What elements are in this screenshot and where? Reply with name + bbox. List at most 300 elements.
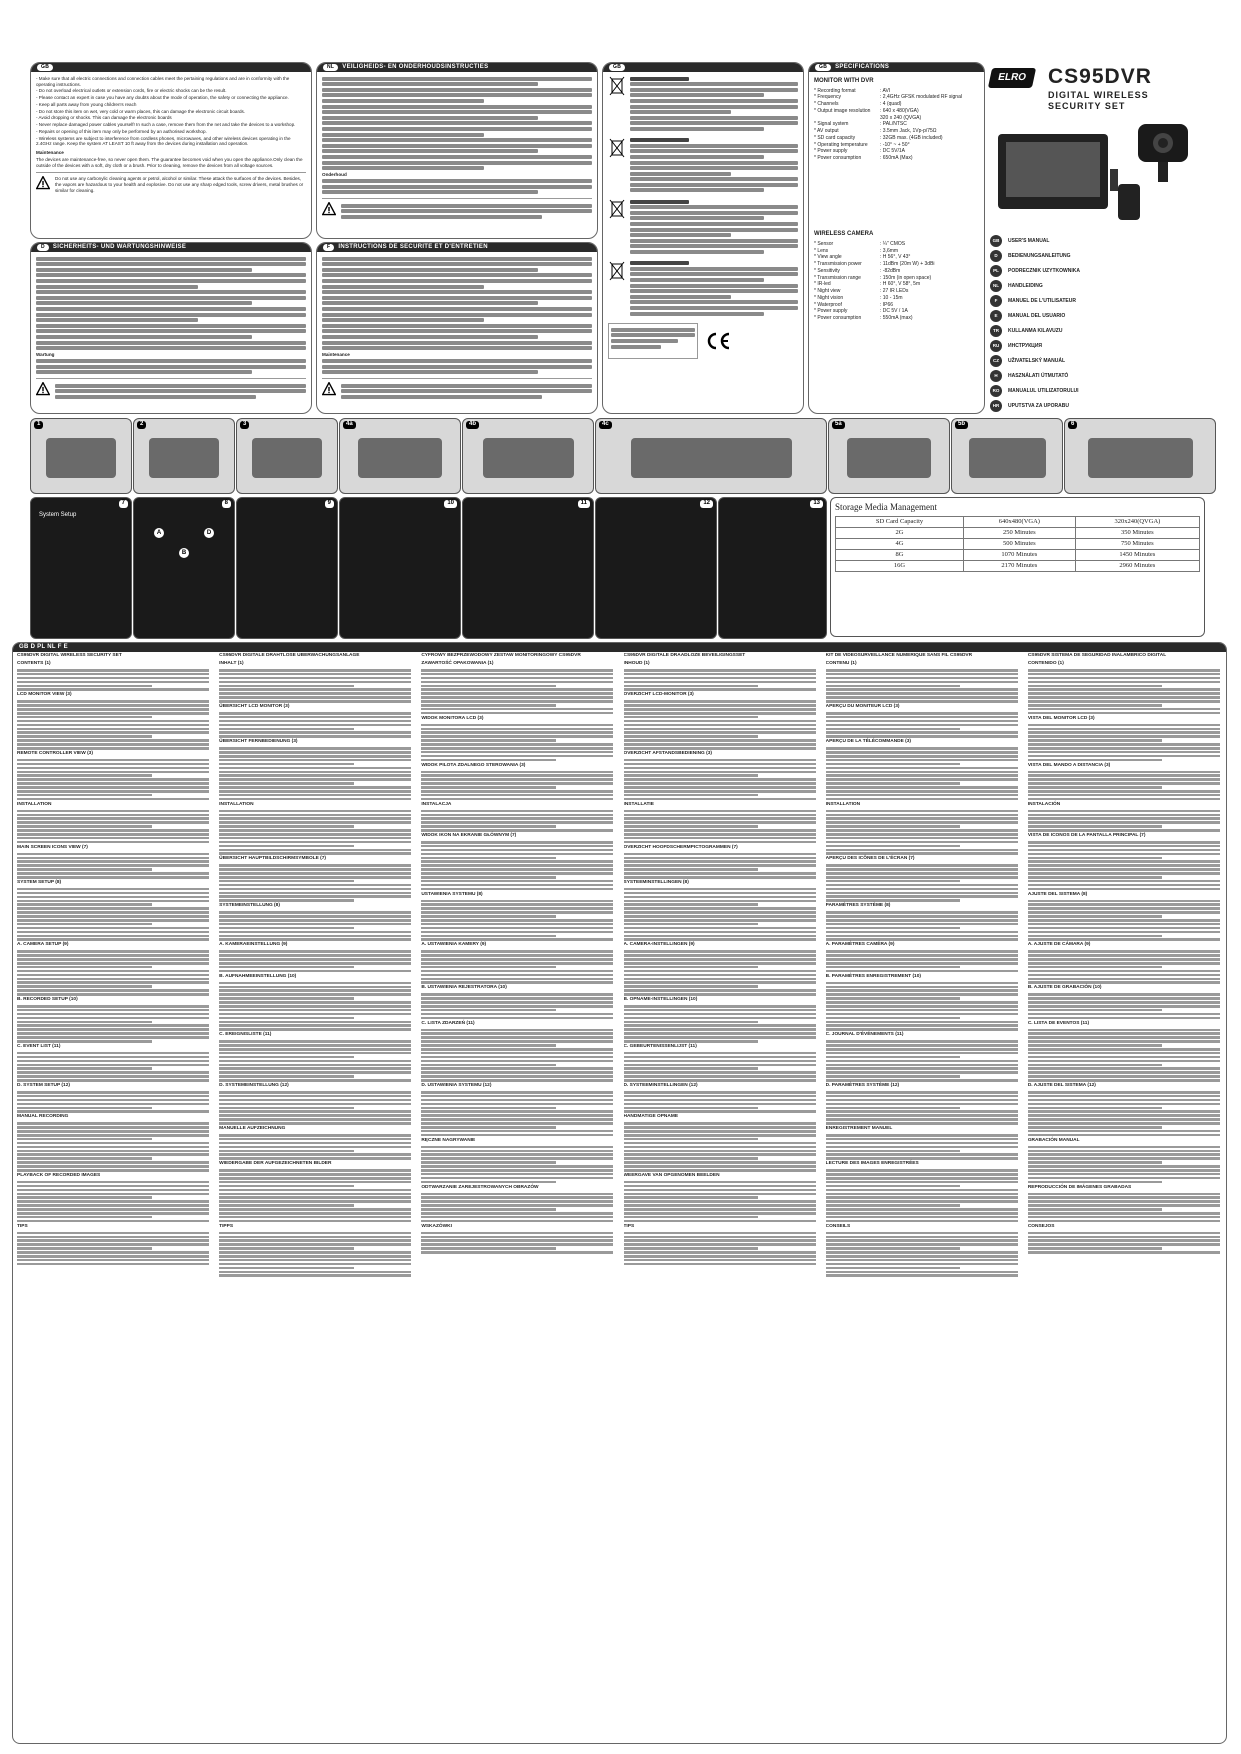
text-line [624, 1181, 816, 1184]
storage-cell: 350 Minutes [1075, 528, 1199, 539]
figure-4c [595, 418, 827, 494]
text-line [421, 1079, 613, 1082]
text-line [826, 938, 1018, 941]
spec-row [814, 142, 979, 148]
gb-safety-panel [30, 62, 312, 239]
text-line [421, 981, 613, 984]
text-line [219, 1146, 411, 1149]
text-line [826, 1095, 1018, 1098]
text-line [1028, 1208, 1163, 1211]
text-line [826, 724, 1018, 727]
text-line [17, 1052, 209, 1055]
text-line [17, 1091, 209, 1094]
spec-key: * Night view [814, 288, 841, 294]
text-line [421, 825, 556, 828]
spec-value: : H 56°, V 43° [880, 254, 911, 261]
weee-block [608, 137, 798, 195]
text-line [826, 962, 1018, 965]
text-line [1028, 1247, 1163, 1250]
text-line [826, 1153, 1018, 1156]
text-line [1028, 681, 1220, 684]
manual-section-heading: WEERGAVE VAN OPGENOMEN BEELDEN [623, 1172, 720, 1178]
text-line [219, 786, 411, 789]
text-line [1028, 1181, 1163, 1184]
text-line [219, 852, 411, 855]
text-line [826, 1255, 1018, 1258]
text-line [624, 759, 816, 762]
text-line [421, 1243, 613, 1246]
manual-section-heading: MANUELLE AUFZEICHNUNG [219, 1126, 286, 1131]
text-line [421, 927, 613, 930]
text-line [1028, 1036, 1220, 1039]
text-line [826, 849, 1018, 852]
manual-panel [12, 642, 1227, 1744]
text-line [17, 896, 209, 899]
text-line [421, 860, 613, 863]
text-line [826, 966, 961, 969]
text-line [219, 1153, 411, 1156]
text-line [421, 1200, 613, 1203]
text-line [826, 681, 1018, 684]
manual-section-heading: SYSTEMEINSTELLUNG (8) [219, 903, 280, 909]
gb-bullet: - Avoid dropping or shocks. This can damage the electronic boards [36, 115, 172, 121]
text-line [1028, 1134, 1220, 1137]
text-line [1028, 1095, 1220, 1098]
text-line [624, 1193, 816, 1196]
manual-section-heading: A. CAMERA-INSTELLINGEN (9) [623, 942, 695, 948]
gb-maintenance-title: Maintenance [36, 150, 64, 156]
text-line [421, 938, 613, 941]
text-line [826, 837, 1018, 840]
manual-section-heading: A. USTAWIENIA KAMERY (9) [421, 942, 487, 948]
text-line [421, 1075, 613, 1078]
language-label: HANDLEIDING [1008, 282, 1043, 289]
text-line [1028, 685, 1163, 688]
text-line [17, 1208, 209, 1211]
text-line [624, 1032, 816, 1035]
text-line [624, 966, 759, 969]
manual-column [421, 653, 613, 1740]
text-line [826, 1060, 1018, 1063]
storage-header-cell: 640x480(VGA) [964, 517, 1076, 528]
text-line [826, 817, 1018, 820]
spec-row [814, 248, 979, 254]
text-line [624, 817, 816, 820]
text-line [219, 700, 411, 703]
text-line [1028, 724, 1220, 727]
text-line [17, 1232, 209, 1235]
text-line [219, 685, 354, 688]
text-line [17, 1189, 209, 1192]
figure-number: 11 [578, 500, 590, 508]
manual-section-heading: OVERZICHT LCD-MONITOR (3) [623, 692, 694, 698]
text-line [624, 778, 816, 781]
text-line [1028, 778, 1220, 781]
language-item [990, 265, 1215, 277]
text-line [1028, 931, 1220, 934]
weee-block [608, 75, 798, 133]
text-line [219, 790, 411, 793]
text-line [1028, 1040, 1220, 1043]
manual-column [17, 653, 209, 1740]
text-line [17, 817, 209, 820]
text-line [1028, 853, 1220, 856]
callout-label: B [179, 548, 189, 558]
spec-row [814, 281, 979, 287]
manual-column-title: CYFROWY BEZPRZEWODOWY ZESTAW MONITORINGOWY CS95DVR [421, 653, 581, 658]
text-line [1028, 1005, 1220, 1008]
spec-row [814, 315, 979, 321]
text-line [17, 1200, 209, 1203]
text-line [17, 782, 209, 785]
text-line [219, 681, 411, 684]
text-line [17, 1021, 152, 1024]
text-line [17, 1146, 209, 1149]
text-line [17, 950, 209, 953]
text-line [826, 1263, 1018, 1266]
text-line [1028, 1044, 1163, 1047]
text-line [624, 876, 816, 879]
text-line [17, 900, 209, 903]
text-line [17, 669, 209, 672]
text-line [17, 1024, 209, 1027]
text-line [826, 1005, 1018, 1008]
text-line [826, 1251, 1018, 1254]
text-line [219, 1142, 411, 1145]
language-code-badge: HR [990, 400, 1002, 412]
storage-cell: 1450 Minutes [1075, 550, 1199, 561]
text-line [826, 1001, 1018, 1004]
storage-header-cell: 320x240(QVGA) [1075, 517, 1199, 528]
weee-panel [602, 62, 804, 414]
text-line [17, 966, 152, 969]
text-line [421, 1001, 613, 1004]
text-line [624, 938, 816, 941]
text-line [624, 1013, 816, 1016]
text-line [421, 1212, 613, 1215]
text-line [17, 786, 209, 789]
spec-key [814, 115, 880, 121]
manual-section-heading: ODTWARZANIE ZAREJESTROWANYCH OBRAZÓW [421, 1184, 539, 1190]
text-line [17, 876, 209, 879]
text-line [219, 1056, 354, 1059]
text-line [421, 1067, 613, 1070]
text-line [219, 962, 411, 965]
text-line [826, 1099, 1018, 1102]
manual-section-heading: USTAWIENIA SYSTEMU (8) [421, 891, 483, 897]
text-line [421, 669, 613, 672]
text-line [17, 1064, 209, 1067]
text-line [624, 1157, 759, 1160]
figure-10 [339, 497, 461, 639]
text-line [219, 728, 354, 731]
text-line [624, 837, 816, 840]
text-line [219, 938, 411, 941]
text-line [624, 981, 816, 984]
text-line [17, 708, 209, 711]
spec-value: : AVI [880, 87, 891, 94]
text-line [421, 857, 556, 860]
text-line [219, 1216, 411, 1219]
text-line [17, 974, 209, 977]
spec-row [814, 302, 979, 308]
text-line [421, 704, 556, 707]
text-line [1028, 868, 1220, 871]
text-line [17, 1028, 209, 1031]
text-line [826, 1267, 961, 1270]
text-line [17, 1181, 209, 1184]
text-line [1028, 1251, 1220, 1254]
spec-row [814, 94, 979, 100]
text-line [219, 982, 411, 985]
manual-section-heading: LECTURE DES IMAGES ENREGISTRÉES [825, 1161, 919, 1167]
text-line [421, 771, 613, 774]
text-line [219, 1259, 411, 1262]
storage-row [836, 550, 1200, 561]
text-line [219, 1243, 411, 1246]
text-line [219, 1009, 411, 1012]
text-line [219, 872, 411, 875]
text-line [624, 896, 816, 899]
manual-section-heading: B. USTAWIENIA REJESTRATORA (10) [421, 985, 507, 991]
text-line [17, 931, 209, 934]
language-label: HASZNÁLATI ÚTMUTATÓ [1008, 372, 1069, 379]
text-line [421, 1173, 613, 1176]
figure-5a [828, 418, 950, 494]
text-line [219, 798, 411, 801]
text-line [1028, 782, 1220, 785]
text-line [1028, 774, 1220, 777]
text-line [826, 790, 1018, 793]
manual-section-heading: C. GEBEURTENISSENLIJST (11) [623, 1043, 697, 1049]
text-line [421, 1064, 556, 1067]
language-label: ИНСТРУКЦИЯ [1008, 342, 1043, 349]
language-code-badge: E [990, 310, 1002, 322]
text-line [624, 935, 816, 938]
text-line [624, 1071, 816, 1074]
text-line [1028, 1146, 1220, 1149]
text-line [826, 1024, 1018, 1027]
text-line [826, 1204, 961, 1207]
manual-section-heading: TIPPS [219, 1223, 234, 1229]
text-line [624, 1204, 816, 1207]
language-label: MANUALUL UTILIZATORULUI [1008, 387, 1079, 394]
text-line [219, 1220, 411, 1223]
text-line [624, 907, 816, 910]
text-line [826, 1075, 961, 1078]
text-line [624, 911, 816, 914]
text-line [421, 993, 613, 996]
text-line [624, 954, 816, 957]
text-line [219, 1107, 354, 1110]
text-line [421, 1177, 613, 1180]
text-line [1028, 755, 1220, 758]
de-safety-body [31, 252, 311, 404]
text-line [1028, 970, 1220, 973]
text-line [421, 759, 556, 762]
text-line [219, 1204, 354, 1207]
spec-value: : H 60°, V 58°, 5m [880, 281, 921, 288]
text-line [1028, 1118, 1220, 1121]
text-line [421, 1048, 613, 1051]
text-line [219, 888, 411, 891]
text-line [17, 1204, 209, 1207]
text-line [219, 927, 354, 930]
de-maintenance-title: Wartung [36, 351, 55, 357]
text-line [826, 759, 1018, 762]
text-line [219, 1017, 354, 1020]
text-line [219, 915, 411, 918]
callout-label: A [154, 528, 164, 538]
text-line [826, 1173, 1018, 1176]
text-line [421, 1013, 613, 1016]
language-label: UŽIVATELSKÝ MANUÁL [1008, 357, 1066, 364]
manual-section-heading: SYSTEM SETUP (8) [17, 879, 62, 885]
language-item [990, 325, 1215, 337]
manual-section-heading: A. KAMERAEINSTELLUNG (9) [219, 942, 288, 948]
text-line [1028, 993, 1220, 996]
text-line [624, 1107, 759, 1110]
text-line [826, 1274, 1018, 1277]
text-line [624, 903, 759, 906]
spec-key: * View angle [814, 254, 842, 261]
text-line [826, 771, 1018, 774]
spec-key: * AV output [814, 128, 839, 134]
text-line [17, 728, 209, 731]
text-line [1028, 888, 1220, 891]
text-line [826, 1110, 1018, 1113]
text-line [1028, 1079, 1220, 1082]
certification-area [608, 323, 798, 359]
text-line [219, 849, 411, 852]
text-line [219, 720, 411, 723]
text-line [219, 1103, 411, 1106]
text-line [624, 669, 816, 672]
text-line [826, 1107, 961, 1110]
text-line [421, 962, 613, 965]
text-line [421, 1157, 613, 1160]
text-line [17, 700, 209, 703]
text-line [219, 724, 411, 727]
text-line [1028, 884, 1220, 887]
language-item [990, 280, 1215, 292]
text-line [421, 931, 613, 934]
text-line [17, 1130, 209, 1133]
text-line [826, 1185, 961, 1188]
fr-maintenance-title: Maintenance [322, 351, 350, 357]
gb-warning-text: Do not use any carbonylic cleaning agents or petrol, alcohol or similar. These attack the surfaces of the devices. Besides, the vapors are hazardous to your health and explosive. Do not use any sharp edged tools, screw drivers, metal brushes or similar for cleaning. [55, 176, 304, 193]
text-line [17, 724, 209, 727]
text-line [17, 1036, 209, 1039]
text-line [826, 1181, 1018, 1184]
text-line [421, 829, 613, 832]
text-line [826, 778, 1018, 781]
figure-number: 3 [240, 421, 249, 429]
storage-row [836, 539, 1200, 550]
ce-mark-icon [706, 331, 732, 351]
manual-section-heading: VISTA DEL MONITOR LCD (3) [1027, 715, 1095, 721]
spec-key: * Signal system [814, 121, 849, 128]
spec-key: * Lens [814, 247, 829, 254]
text-line [624, 786, 816, 789]
text-line [421, 1029, 613, 1032]
text-line [219, 864, 411, 867]
text-line [219, 1024, 411, 1027]
language-item [990, 400, 1215, 412]
text-line [219, 1157, 411, 1160]
language-item [990, 310, 1215, 322]
text-line [624, 1060, 816, 1063]
text-line [17, 774, 152, 777]
text-line [826, 1150, 961, 1153]
text-line [421, 907, 613, 910]
gb-maintenance-text: The devices are maintenance-free, so never open them. The guarantee becomes void when you open the appliance.Only clean the outside of the devices with a soft, dry cloth or a brush. Prior to cleaning, remove the devices from all voltage sources. [36, 156, 303, 168]
language-item [990, 340, 1215, 352]
text-line [624, 774, 759, 777]
spec-value: : 32GB max. (4GB included) [880, 134, 943, 141]
text-line [826, 1048, 1018, 1051]
storage-header-row [836, 517, 1200, 528]
text-line [826, 958, 1018, 961]
manual-section-heading: TIPS [17, 1223, 28, 1229]
figure-number: 4c [599, 421, 612, 429]
text-line [624, 927, 816, 930]
manual-column-title: CS95DVR DIGITALE DRAHTLOSE ÜBERWACHUNGSANLAGE [219, 653, 360, 658]
product-photo [998, 114, 1208, 224]
manual-column-title: CS95DVR DIGITAL WIRELESS SECURITY SET [17, 653, 122, 658]
text-line [624, 1036, 816, 1039]
text-line [17, 1169, 209, 1172]
text-line [219, 1099, 411, 1102]
text-line [624, 974, 816, 977]
text-line [421, 1130, 613, 1133]
text-line [624, 825, 759, 828]
manual-section-heading: CONTENIDO (1) [1027, 660, 1064, 666]
text-line [826, 989, 1018, 992]
text-line [1028, 1048, 1220, 1051]
text-line [624, 798, 816, 801]
nl-maintenance-title: Onderhoud [322, 171, 347, 177]
manual-section-heading: WIDOK MONITORA LCD (3) [421, 715, 484, 721]
model-name: CS95DVR [1048, 65, 1152, 88]
text-line [624, 1153, 816, 1156]
text-line [17, 1013, 209, 1016]
text-line [219, 931, 411, 934]
text-line [219, 763, 354, 766]
text-line [624, 747, 816, 750]
text-line [826, 786, 1018, 789]
text-line [17, 837, 209, 840]
language-code-badge: RU [990, 340, 1002, 352]
spec-value: : 3,6mm [880, 247, 899, 254]
text-line [1028, 810, 1220, 813]
storage-row [836, 528, 1200, 539]
text-line [219, 1001, 411, 1004]
text-line [421, 1216, 613, 1219]
text-line [826, 954, 1018, 957]
text-line [219, 1075, 354, 1078]
text-line [826, 798, 1018, 801]
text-line [624, 724, 816, 727]
gb-bullet: - Do not store this item on wet, very cold or warm places, this can damage the electronic circuit boards. [36, 108, 246, 114]
text-line [421, 1153, 613, 1156]
text-line [624, 860, 816, 863]
manual-section-heading: D. USTAWIENIA SYSTEMU (12) [421, 1083, 492, 1088]
text-line [624, 872, 816, 875]
text-line [826, 1138, 1018, 1141]
spec-value: : 4 (quad) [880, 101, 902, 107]
text-line [826, 763, 961, 766]
